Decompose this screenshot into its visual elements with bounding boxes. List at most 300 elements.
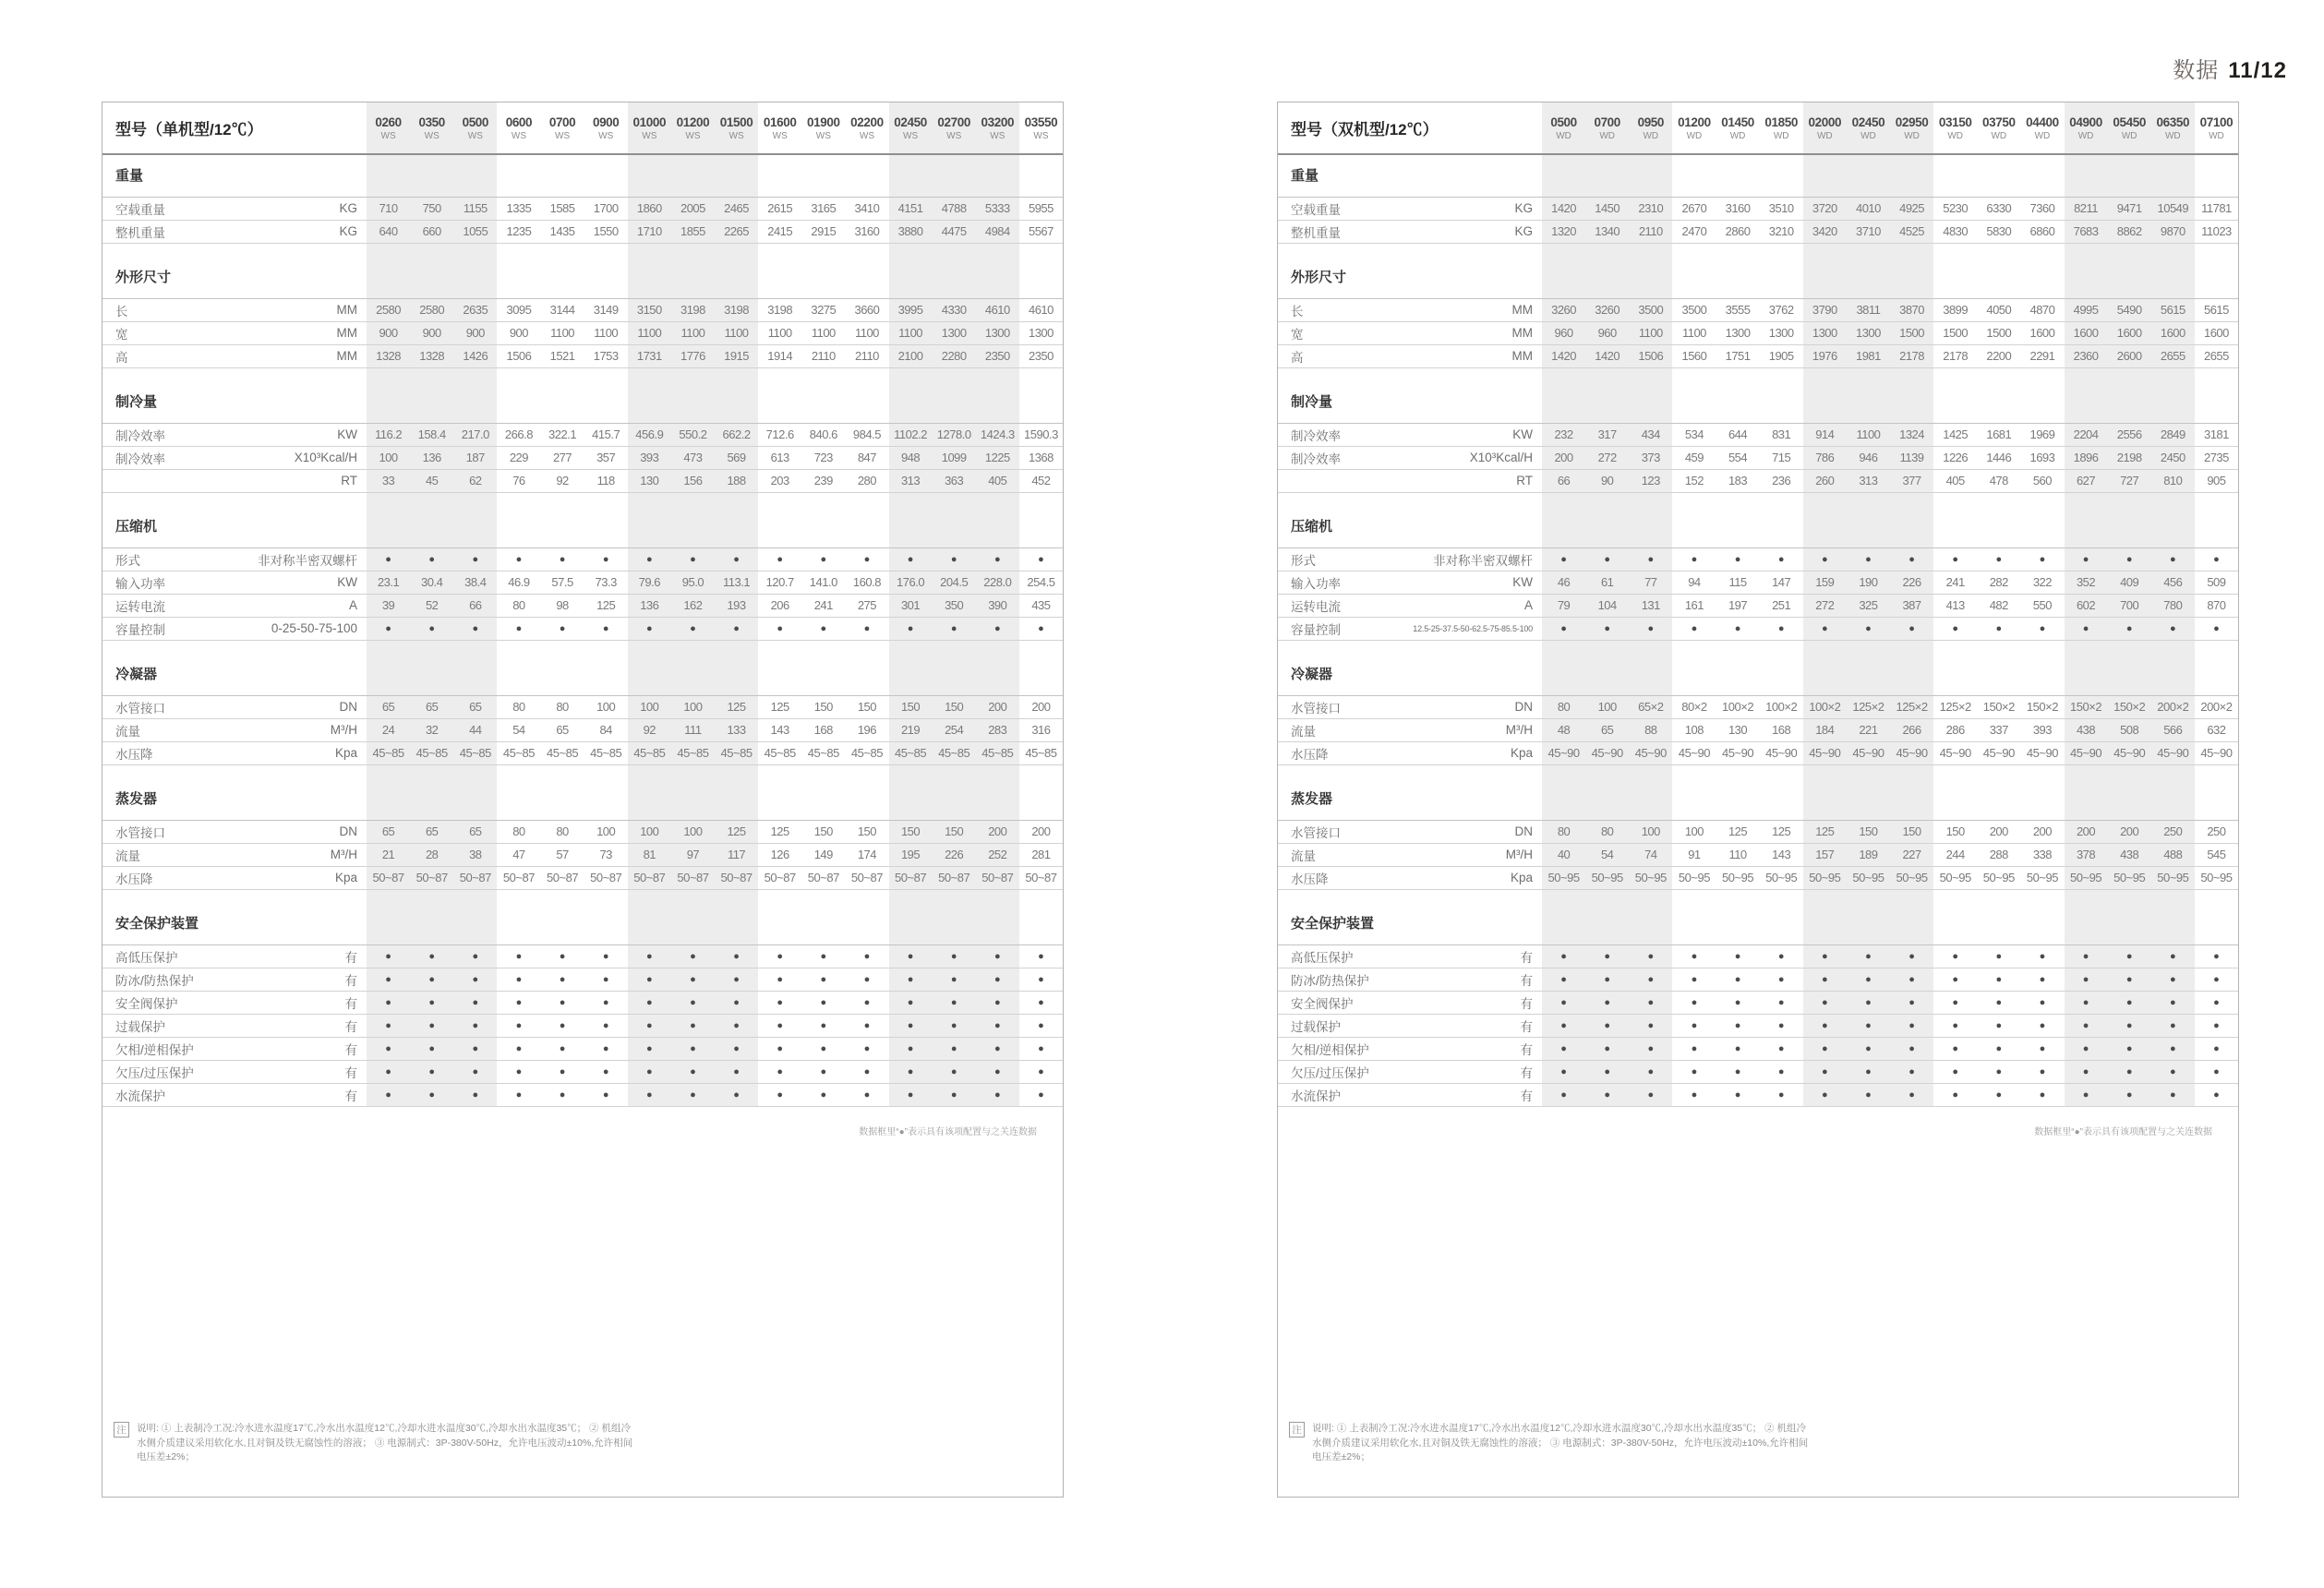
feature-dot: ● [2020, 617, 2064, 640]
feature-dot: ● [2151, 944, 2195, 968]
spec-row [1278, 1060, 2238, 1083]
value-cell: 174 [845, 843, 888, 866]
model-suffix: WD [1947, 130, 1964, 141]
model-number: 03550 [1024, 114, 1058, 129]
value-cell: 283 [976, 718, 1019, 741]
feature-dot: ● [410, 944, 453, 968]
value-cell: 125×2 [1933, 695, 1977, 718]
feature-dot: ● [541, 991, 584, 1014]
feature-dot: ● [801, 991, 845, 1014]
feature-dot: ● [1585, 944, 1629, 968]
value-cell: 550.2 [671, 423, 715, 446]
value-cell: 1506 [1629, 344, 1672, 367]
value-cell: 160.8 [845, 571, 888, 594]
section-spacer-cell [1847, 640, 1890, 695]
value-cell: 322 [2020, 571, 2064, 594]
value-cell: 150×2 [2020, 695, 2064, 718]
row-label: 空载重量 [1291, 202, 1341, 217]
feature-dot: ● [1542, 1060, 1585, 1083]
model-column-header [453, 102, 497, 154]
section-spacer-cell [2151, 154, 2195, 197]
spec-row [102, 695, 1063, 718]
value-cell: 187 [453, 446, 497, 469]
value-cell: 98 [541, 594, 584, 617]
row-header-cell [102, 220, 367, 243]
feature-dot: ● [1933, 944, 1977, 968]
section-spacer-cell [2065, 764, 2108, 820]
section-spacer-cell [845, 243, 888, 298]
footnote-tag: 注 [1289, 1422, 1305, 1438]
value-cell: 946 [1847, 446, 1890, 469]
value-cell: 900 [410, 321, 453, 344]
value-cell: 1100 [1847, 423, 1890, 446]
feature-dot: ● [1933, 1037, 1977, 1060]
page-number: 11/12 [2228, 58, 2287, 83]
spec-row [102, 1083, 1063, 1106]
section-row [102, 764, 1063, 820]
value-cell: 24 [367, 718, 410, 741]
feature-dot: ● [1847, 1083, 1890, 1106]
section-spacer-cell [1847, 889, 1890, 944]
row-label: 高低压保护 [115, 950, 178, 965]
value-cell: 2580 [410, 298, 453, 321]
value-cell: 100 [628, 820, 671, 843]
value-cell: 1100 [1629, 321, 1672, 344]
section-spacer-cell [497, 367, 540, 423]
section-spacer-cell [1977, 640, 2020, 695]
section-spacer-cell [671, 154, 715, 197]
section-spacer-cell [1760, 764, 1803, 820]
section-spacer-cell [367, 243, 410, 298]
feature-dot: ● [2151, 617, 2195, 640]
value-cell: 3260 [1542, 298, 1585, 321]
value-cell: 136 [410, 446, 453, 469]
model-column-header [671, 102, 715, 154]
value-cell: 162 [671, 594, 715, 617]
value-cell: 3500 [1672, 298, 1716, 321]
feature-dot: ● [1760, 944, 1803, 968]
value-cell: 50~95 [1803, 866, 1847, 889]
feature-dot: ● [628, 617, 671, 640]
value-cell: 147 [1760, 571, 1803, 594]
section-spacer-cell [889, 154, 933, 197]
row-header-cell [102, 1060, 367, 1083]
section-spacer-cell [758, 764, 801, 820]
value-cell: 46 [1542, 571, 1585, 594]
value-cell: 23.1 [367, 571, 410, 594]
feature-dot: ● [671, 1060, 715, 1083]
value-cell: 250 [2195, 820, 2238, 843]
value-cell: 1700 [584, 197, 628, 220]
feature-dot: ● [2195, 1014, 2238, 1037]
spec-row [102, 197, 1063, 220]
value-cell: 61 [1585, 571, 1629, 594]
feature-dot: ● [1585, 1060, 1629, 1083]
section-spacer-cell [584, 640, 628, 695]
spec-row [102, 1037, 1063, 1060]
feature-dot: ● [1890, 547, 1933, 571]
section-spacer-cell [1672, 889, 1716, 944]
row-unit: M³/H [330, 848, 357, 861]
row-header-cell [1278, 866, 1542, 889]
model-column-header [845, 102, 888, 154]
section-spacer-cell [628, 243, 671, 298]
section-row [102, 243, 1063, 298]
feature-dot: ● [1803, 968, 1847, 991]
section-spacer-cell [933, 367, 976, 423]
value-cell: 100 [671, 820, 715, 843]
section-spacer-cell [2195, 764, 2238, 820]
value-cell: 750 [410, 197, 453, 220]
value-cell: 1506 [497, 344, 540, 367]
value-cell: 150×2 [2108, 695, 2151, 718]
model-column-header [497, 102, 540, 154]
value-cell: 30.4 [410, 571, 453, 594]
row-label: 流量 [1291, 724, 1316, 739]
section-spacer-cell [1933, 764, 1977, 820]
value-cell: 197 [1716, 594, 1760, 617]
row-label: 宽 [1291, 327, 1304, 342]
row-label: 流量 [115, 848, 140, 863]
feature-dot: ● [1977, 1060, 2020, 1083]
spec-row [1278, 423, 2238, 446]
row-unit: MM [1511, 349, 1533, 363]
row-label: 防冰/防热保护 [115, 973, 194, 988]
row-label: 水压降 [1291, 747, 1329, 762]
value-cell: 54 [497, 718, 540, 741]
value-cell: 95.0 [671, 571, 715, 594]
section-spacer-cell [584, 367, 628, 423]
row-label: 防冰/防热保护 [1291, 973, 1369, 988]
model-number: 01900 [807, 114, 840, 129]
section-spacer-cell [1542, 154, 1585, 197]
feature-dot: ● [889, 547, 933, 571]
value-cell: 4925 [1890, 197, 1933, 220]
feature-dot: ● [1803, 547, 1847, 571]
section-row [102, 154, 1063, 197]
row-label: 高 [115, 350, 128, 365]
value-cell: 1100 [671, 321, 715, 344]
row-unit: M³/H [330, 723, 357, 737]
model-number: 06350 [2156, 114, 2190, 129]
row-label: 水管接口 [1291, 701, 1341, 716]
row-label: 整机重量 [1291, 225, 1341, 240]
value-cell: 2350 [1019, 344, 1063, 367]
model-number: 01500 [719, 114, 753, 129]
model-suffix: WS [1033, 130, 1049, 141]
value-cell: 94 [1672, 571, 1716, 594]
value-cell: 3275 [801, 298, 845, 321]
feature-dot: ● [1716, 968, 1760, 991]
section-spacer-cell [2020, 154, 2064, 197]
row-unit: Kpa [1510, 746, 1533, 760]
value-cell: 50~95 [1847, 866, 1890, 889]
value-cell: 100 [1585, 695, 1629, 718]
value-cell: 79.6 [628, 571, 671, 594]
model-number: 02950 [1895, 114, 1929, 129]
section-title: 安全保护装置 [102, 889, 367, 944]
feature-dot: ● [976, 1083, 1019, 1106]
section-spacer-cell [1847, 492, 1890, 547]
value-cell: 4870 [2020, 298, 2064, 321]
model-column-header [1847, 102, 1890, 154]
section-spacer-cell [1019, 764, 1063, 820]
value-cell: 50~95 [2065, 866, 2108, 889]
feature-dot: ● [2065, 617, 2108, 640]
row-header-cell [1278, 843, 1542, 866]
value-cell: 905 [2195, 469, 2238, 492]
model-suffix: WS [424, 130, 440, 141]
value-cell: 45~85 [497, 741, 540, 764]
value-cell: 77 [1629, 571, 1672, 594]
value-cell: 65 [367, 695, 410, 718]
section-spacer-cell [671, 492, 715, 547]
value-cell: 45~85 [976, 741, 1019, 764]
value-cell: 125 [1760, 820, 1803, 843]
value-cell: 66 [1542, 469, 1585, 492]
section-title: 蒸发器 [1278, 764, 1542, 820]
value-cell: 613 [758, 446, 801, 469]
feature-dot: ● [541, 1037, 584, 1060]
section-spacer-cell [367, 764, 410, 820]
model-number: 0950 [1637, 114, 1665, 129]
feature-dot: ● [889, 968, 933, 991]
value-cell: 984.5 [845, 423, 888, 446]
row-label: 空载重量 [115, 202, 165, 217]
value-cell: 840.6 [801, 423, 845, 446]
value-cell: 780 [2151, 594, 2195, 617]
value-cell: 11023 [2195, 220, 2238, 243]
value-cell: 2198 [2108, 446, 2151, 469]
feature-dot: ● [584, 968, 628, 991]
value-cell: 1278.0 [933, 423, 976, 446]
footnote-text: 说明: ① 上表制冷工况:冷水进水温度17℃,冷水出水温度12℃,冷却水进水温度30℃,冷却水出水温度35℃； ② 机组冷水侧介质建议采用软化水,且对铜及铁无腐蚀性的溶液； ③ 电源制式：3P-380V-50Hz，允许电压波动±10%,允许相间电压差±2%； [1312, 1422, 1809, 1463]
section-spacer-cell [1019, 640, 1063, 695]
page-indicator-label: 数据 [2173, 58, 2220, 83]
value-cell: 1905 [1760, 344, 1803, 367]
value-cell: 5567 [1019, 220, 1063, 243]
row-header-cell [1278, 321, 1542, 344]
row-label: 欠压/过压保护 [115, 1065, 194, 1080]
section-spacer-cell [584, 889, 628, 944]
section-spacer-cell [845, 764, 888, 820]
feature-dot: ● [2020, 547, 2064, 571]
feature-dot: ● [758, 547, 801, 571]
feature-dot: ● [933, 968, 976, 991]
row-header-cell [1278, 1083, 1542, 1106]
row-header-cell [1278, 469, 1542, 492]
row-header-cell [102, 944, 367, 968]
value-cell: 226 [1890, 571, 1933, 594]
value-cell: 1300 [1760, 321, 1803, 344]
value-cell: 1731 [628, 344, 671, 367]
feature-dot: ● [758, 1014, 801, 1037]
spec-row [1278, 866, 2238, 889]
section-spacer-cell [2151, 889, 2195, 944]
row-header-cell [1278, 820, 1542, 843]
feature-dot: ● [801, 1037, 845, 1060]
feature-dot: ● [1977, 547, 2020, 571]
feature-dot: ● [453, 1060, 497, 1083]
value-cell: 80 [1585, 820, 1629, 843]
feature-dot: ● [497, 1083, 540, 1106]
section-title: 安全保护装置 [1278, 889, 1542, 944]
feature-dot: ● [715, 1037, 758, 1060]
value-cell: 65 [453, 695, 497, 718]
feature-dot: ● [1977, 991, 2020, 1014]
model-column-header [1977, 102, 2020, 154]
feature-dot: ● [1629, 1014, 1672, 1037]
value-cell: 150 [845, 820, 888, 843]
section-spacer-cell [1847, 764, 1890, 820]
model-suffix: WD [1643, 130, 1659, 141]
value-cell: 217.0 [453, 423, 497, 446]
row-unit: KW [1512, 427, 1533, 441]
row-header-cell [1278, 220, 1542, 243]
model-column-header [1933, 102, 1977, 154]
section-row [102, 492, 1063, 547]
feature-dot: ● [1672, 617, 1716, 640]
feature-dot: ● [1672, 968, 1716, 991]
value-cell: 200 [976, 820, 1019, 843]
feature-dot: ● [715, 991, 758, 1014]
section-row [1278, 367, 2238, 423]
row-header-cell [102, 695, 367, 718]
value-cell: 80 [541, 695, 584, 718]
model-suffix: WS [729, 130, 744, 141]
section-spacer-cell [1716, 492, 1760, 547]
row-unit: KW [337, 427, 357, 441]
feature-dot: ● [367, 944, 410, 968]
spec-row [102, 820, 1063, 843]
value-cell: 241 [1933, 571, 1977, 594]
value-cell: 2178 [1890, 344, 1933, 367]
value-cell: 125 [584, 594, 628, 617]
section-spacer-cell [671, 367, 715, 423]
section-title: 制冷量 [102, 367, 367, 423]
feature-dot: ● [497, 944, 540, 968]
feature-dot: ● [2108, 1060, 2151, 1083]
feature-dot: ● [758, 968, 801, 991]
value-cell: 3165 [801, 197, 845, 220]
value-cell: 438 [2108, 843, 2151, 866]
row-label: 流量 [115, 724, 140, 739]
value-cell: 266.8 [497, 423, 540, 446]
section-spacer-cell [541, 640, 584, 695]
feature-dot: ● [1977, 968, 2020, 991]
value-cell: 2110 [1629, 220, 1672, 243]
feature-dot: ● [584, 991, 628, 1014]
section-spacer-cell [1672, 154, 1716, 197]
section-spacer-cell [2108, 492, 2151, 547]
value-cell: 5955 [1019, 197, 1063, 220]
value-cell: 90 [1585, 469, 1629, 492]
row-unit: 0-25-50-75-100 [271, 621, 357, 635]
feature-dot: ● [2195, 617, 2238, 640]
model-suffix: WD [1860, 130, 1876, 141]
value-cell: 1915 [715, 344, 758, 367]
feature-dot: ● [1716, 1060, 1760, 1083]
value-cell: 282 [1977, 571, 2020, 594]
row-header-cell [102, 991, 367, 1014]
feature-dot: ● [845, 617, 888, 640]
feature-dot: ● [976, 1060, 1019, 1083]
feature-dot: ● [2108, 547, 2151, 571]
value-cell: 226 [933, 843, 976, 866]
value-cell: 272 [1585, 446, 1629, 469]
section-spacer-cell [1933, 243, 1977, 298]
value-cell: 6860 [2020, 220, 2064, 243]
value-cell: 473 [671, 446, 715, 469]
feature-dot: ● [1716, 991, 1760, 1014]
feature-dot: ● [2151, 1083, 2195, 1106]
section-spacer-cell [1803, 889, 1847, 944]
value-cell: 1328 [367, 344, 410, 367]
row-label: 运转电流 [115, 599, 165, 614]
section-spacer-cell [2065, 889, 2108, 944]
value-cell: 900 [453, 321, 497, 344]
model-number: 0350 [418, 114, 445, 129]
row-label: 过载保护 [115, 1019, 165, 1034]
feature-dot: ● [497, 547, 540, 571]
value-cell: 45~85 [758, 741, 801, 764]
value-cell: 452 [1019, 469, 1063, 492]
model-column-header [933, 102, 976, 154]
value-cell: 1751 [1716, 344, 1760, 367]
model-number: 03150 [1938, 114, 1972, 129]
value-cell: 229 [497, 446, 540, 469]
model-suffix: WD [1773, 130, 1789, 141]
feature-dot: ● [1847, 617, 1890, 640]
section-title: 重量 [102, 154, 367, 197]
section-row [102, 367, 1063, 423]
model-suffix: WD [1729, 130, 1746, 141]
row-header-cell [1278, 446, 1542, 469]
value-cell: 50~95 [2020, 866, 2064, 889]
feature-dot: ● [2195, 944, 2238, 968]
section-row [102, 889, 1063, 944]
feature-dot: ● [453, 1014, 497, 1037]
value-cell: 183 [1716, 469, 1760, 492]
model-suffix: WS [685, 130, 701, 141]
value-cell: 1335 [497, 197, 540, 220]
row-label: 水流保护 [115, 1089, 165, 1103]
feature-dot: ● [1803, 991, 1847, 1014]
feature-dot: ● [1542, 968, 1585, 991]
feature-dot: ● [1716, 1014, 1760, 1037]
section-spacer-cell [1019, 367, 1063, 423]
row-label: 欠压/过压保护 [1291, 1065, 1369, 1080]
value-cell: 66 [453, 594, 497, 617]
feature-dot: ● [801, 944, 845, 968]
model-column-header [1716, 102, 1760, 154]
value-cell: 150 [933, 820, 976, 843]
section-row [1278, 492, 2238, 547]
value-cell: 3660 [845, 298, 888, 321]
value-cell: 281 [1019, 843, 1063, 866]
feature-dot: ● [628, 1037, 671, 1060]
feature-dot: ● [410, 1060, 453, 1083]
spec-row [102, 843, 1063, 866]
value-cell: 1420 [1542, 344, 1585, 367]
table-title: 型号（双机型/12℃） [1278, 102, 1542, 154]
row-unit: RT [1516, 474, 1533, 487]
model-number: 01000 [632, 114, 667, 129]
section-spacer-cell [845, 640, 888, 695]
section-spacer-cell [758, 243, 801, 298]
section-spacer-cell [758, 640, 801, 695]
value-cell: 1500 [1933, 321, 1977, 344]
